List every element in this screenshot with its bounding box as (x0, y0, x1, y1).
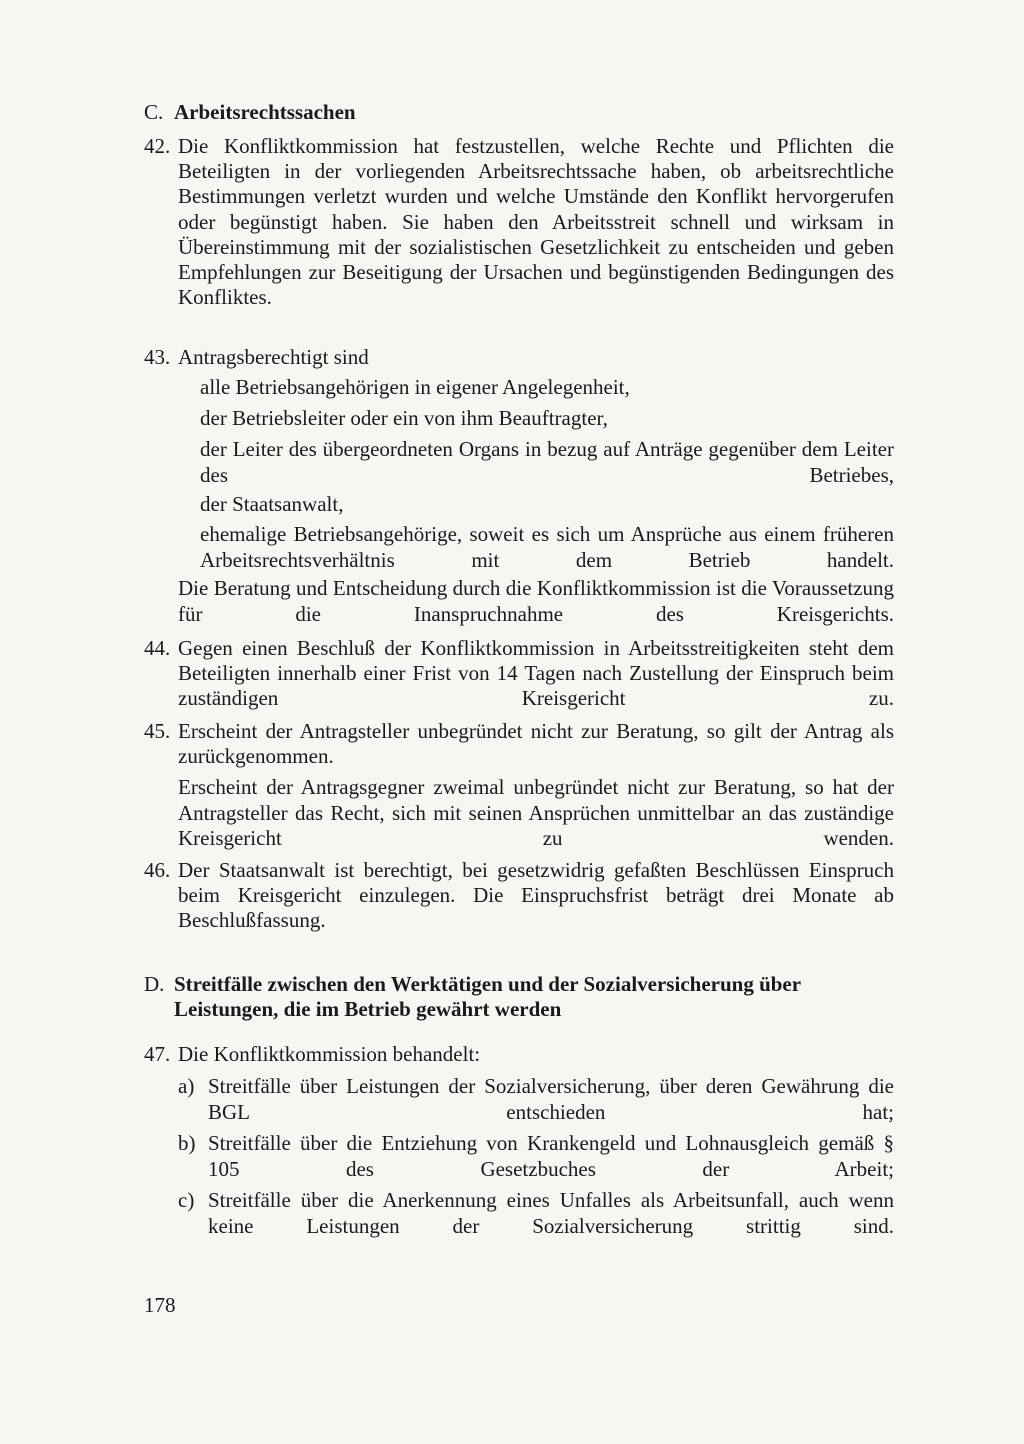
list-marker: c) (178, 1188, 195, 1212)
paragraph-45-continued: Erscheint der Antragsgegner zweimal unbegründet nicht zur Beratung, so hat der Antragsteller das Recht, sich mit seinen Ansprüchen unmittelbar an das zuständige Kreisgericht zu wenden. (178, 775, 894, 850)
entitled-item: ehemalige Betriebsangehörige, soweit es sich um Ansprüche aus einem früheren Arbeitsrechtsverhältnis mit dem Betrieb handelt. (200, 522, 894, 572)
paragraph-43-closing: Die Beratung und Entscheidung durch die Konfliktkommission ist die Voraussetzung für die Inanspruchnahme des Kreisgerichts. (178, 576, 894, 626)
paragraph-text: Der Staatsanwalt ist berechtigt, bei gesetzwidrig gefaßten Beschlüssen Einspruch beim Kreisgericht einzulegen. Die Einspruchsfrist beträgt drei Monate ab Beschlußfassung. (178, 858, 894, 933)
paragraph-intro: Antragsberechtigt sind (178, 345, 369, 369)
paragraph-43 (144, 345, 894, 370)
paragraph-number: 47. (144, 1042, 171, 1066)
paragraph-46 (144, 858, 894, 959)
entitled-item: der Staatsanwalt, (200, 492, 344, 516)
list-marker: a) (178, 1074, 195, 1098)
list-text: Streitfälle über Leistungen der Sozialversicherung, über deren Gewährung die BGL entschieden hat; (208, 1074, 894, 1124)
section-title: Arbeitsrechtssachen (174, 100, 356, 124)
paragraph-text: Erscheint der Antragsteller unbegründet nicht zur Beratung, so gilt der Antrag als zurückgenommen. (178, 719, 894, 769)
paragraph-number: 42. (144, 134, 171, 158)
paragraph-number: 44. (144, 636, 171, 660)
section-d-heading (144, 972, 894, 1022)
section-letter: D. (144, 972, 165, 996)
list-text: Streitfälle über die Entziehung von Krankengeld und Lohnausgleich gemäß § 105 des Gesetzbuches der Arbeit; (208, 1131, 894, 1181)
page-number: 178 (144, 1293, 176, 1317)
section-letter: C. (144, 100, 164, 124)
paragraph-number: 46. (144, 858, 171, 882)
paragraph-text: Die Konfliktkommission hat festzustellen, welche Rechte und Pflichten die Beteiligten in der vorliegenden Arbeitsrechtssache haben, ob arbeitsrechtliche Bestimmungen verletzt wurden und welche Umstände den Konflikt hervorgerufen oder begünstigt haben. Sie haben den Arbeitsstreit schnell und wirksam in Übereinstimmung mit der sozialistischen Gesetzlichkeit zu entscheiden und geben Empfehlungen zur Beseitigung der Ursachen und begünstigenden Bedingungen des Konfliktes. (178, 134, 894, 310)
paragraph-text: Gegen einen Beschluß der Konfliktkommission in Arbeitsstreitigkeiten steht dem Beteiligten innerhalb einer Frist von 14 Tagen nach Zustellung der Einspruch beim zuständigen Kreisgericht zu. (178, 636, 894, 711)
paragraph-intro: Die Konfliktkommission behandelt: (178, 1042, 481, 1066)
entitled-item: alle Betriebsangehörigen in eigener Angelegenheit, (200, 375, 630, 399)
section-title: Streitfälle zwischen den Werktätigen und der Sozialversicherung über Leistungen, die im Betrieb gewährt werden (174, 972, 801, 1021)
entitled-item: der Leiter des übergeordneten Organs in bezug auf Anträge gegenüber dem Leiter des Betriebes, (200, 437, 894, 487)
list-text: Streitfälle über die Anerkennung eines Unfalles als Arbeitsunfall, auch wenn keine Leistungen der Sozialversicherung strittig sind. (208, 1188, 894, 1238)
paragraph-47 (144, 1042, 894, 1067)
paragraph-number: 45. (144, 719, 171, 743)
entitled-item: der Betriebsleiter oder ein von ihm Beauftragter, (200, 406, 608, 430)
paragraph-42 (144, 134, 894, 336)
list-item-c (178, 1188, 894, 1265)
paragraph-number: 43. (144, 345, 171, 369)
list-marker: b) (178, 1131, 196, 1155)
section-c-heading (144, 100, 356, 125)
